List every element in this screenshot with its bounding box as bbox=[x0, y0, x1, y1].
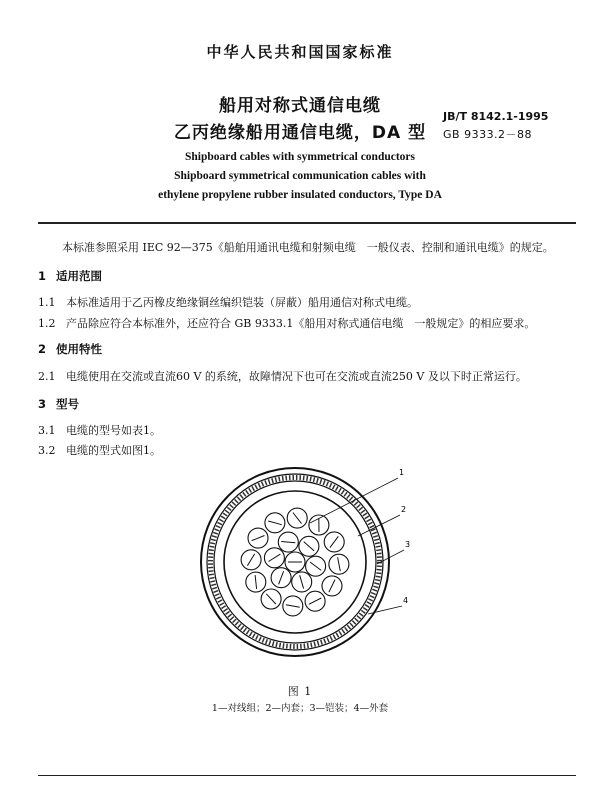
clause-3-2 bbox=[38, 442, 161, 458]
title-en-line-3: ethylene propylene rubber insulated conductors, Type DA bbox=[158, 189, 442, 201]
conductor-pairs bbox=[241, 508, 349, 616]
clause-text: 本标准适用于乙丙橡皮绝缘铜丝编织铠装（屏蔽）船用通信对称式电缆。 bbox=[66, 296, 418, 309]
callout-3: 3 bbox=[405, 540, 411, 549]
title-zh-line-1: 船用对称式通信电缆 bbox=[219, 96, 381, 116]
title-en-line-2: Shipboard symmetrical communication cables with bbox=[174, 170, 426, 182]
clause-1-1 bbox=[38, 294, 418, 310]
section-1-title: 适用范围 bbox=[56, 269, 102, 283]
clause-text: 产品除应符合本标准外，还应符合 GB 9333.1《船用对称式通信电缆 一般规定》的相应要求。 bbox=[66, 317, 536, 330]
figure-caption: 1—对线组；2—内套；3—铠装；4—外套 bbox=[211, 703, 389, 714]
callout-4: 4 bbox=[403, 596, 409, 605]
section-2-number: 2 bbox=[38, 342, 47, 356]
clause-number: 2.1 bbox=[38, 370, 56, 383]
section-2-heading bbox=[38, 341, 102, 357]
clause-number: 3.1 bbox=[38, 424, 56, 437]
clause-number: 1.1 bbox=[38, 296, 56, 309]
header-divider bbox=[38, 222, 576, 224]
standard-number-gb: GB 9333.2－88 bbox=[443, 128, 533, 141]
title-en-line-1: Shipboard cables with symmetrical conductors bbox=[185, 151, 415, 163]
callout-1: 1 bbox=[399, 468, 405, 477]
section-3-heading bbox=[38, 396, 79, 412]
callout-2: 2 bbox=[401, 505, 407, 514]
section-1-heading bbox=[38, 268, 102, 284]
cable-cross-section-figure bbox=[195, 458, 425, 678]
section-2-title: 使用特性 bbox=[56, 342, 102, 356]
section-3-number: 3 bbox=[38, 397, 47, 411]
clause-text: 电缆的型式如图1。 bbox=[66, 444, 161, 457]
title-zh-line-2: 乙丙绝缘船用通信电缆，DA 型 bbox=[173, 123, 427, 143]
clause-1-2 bbox=[38, 315, 535, 331]
footer-divider bbox=[38, 775, 576, 776]
clause-3-1 bbox=[38, 422, 161, 438]
callout-line-4 bbox=[368, 606, 402, 614]
section-3-title: 型号 bbox=[56, 397, 79, 411]
intro-paragraph: 本标准参照采用 IEC 92—375《船舶用通讯电缆和射频电缆 一般仪表、控制和通讯电缆》的规定。 bbox=[62, 241, 554, 254]
figure-label: 图 1 bbox=[287, 685, 313, 698]
clause-2-1 bbox=[38, 368, 527, 384]
standard-number-jbt: JB/T 8142.1-1995 bbox=[443, 110, 549, 123]
clause-number: 3.2 bbox=[38, 444, 56, 457]
clause-number: 1.2 bbox=[38, 317, 56, 330]
national-standard-heading: 中华人民共和国国家标准 bbox=[206, 43, 394, 61]
clause-text: 电缆使用在交流或直流60 V 的系统，故障情况下也可在交流或直流250 V 及以下时正常运行。 bbox=[66, 370, 527, 383]
section-1-number: 1 bbox=[38, 269, 47, 283]
clause-text: 电缆的型号如表1。 bbox=[66, 424, 161, 437]
